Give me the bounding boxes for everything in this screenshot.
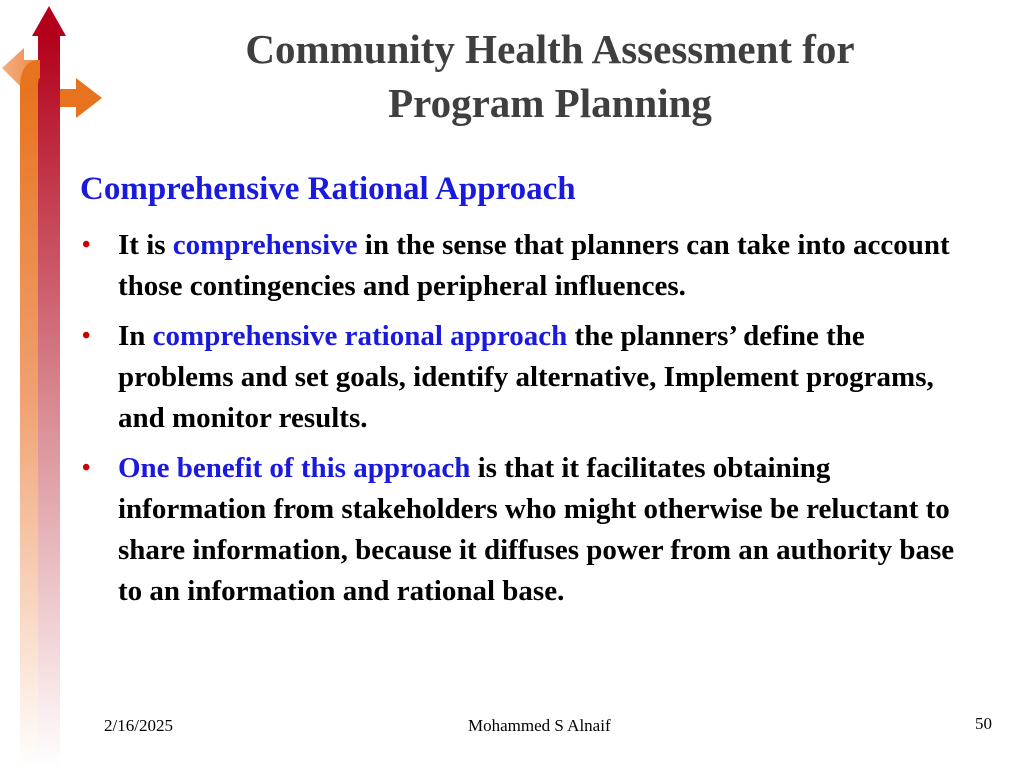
bullet-marker-icon: • — [82, 323, 91, 349]
bullet-list — [80, 225, 980, 621]
page-number: 50 — [975, 714, 992, 733]
bullet-marker-icon: • — [82, 455, 91, 481]
page-title — [130, 22, 970, 130]
bullet-text-post: the planners’ define the problems and set goals, identify alternative, Implement programs, and monitor results. — [118, 320, 934, 434]
bullet-marker-icon: • — [82, 232, 91, 258]
bullet-highlight: comprehensive rational approach — [152, 320, 568, 352]
bullet-text-post: is that it facilitates obtaining information from stakeholders who might otherwise be reluctant to share information, because it diffuses power from an authority base to an information and rational base. — [118, 452, 955, 607]
bullet-item — [80, 316, 980, 439]
bullet-text-pre: It is — [118, 229, 173, 261]
bullet-text-post: in the sense that planners can take into account those contingencies and peripheral influences. — [118, 229, 950, 302]
bullet-highlight: One benefit of this approach — [118, 452, 471, 484]
bullet-item — [80, 225, 980, 307]
title-line-1: Community Health Assessment for — [245, 26, 855, 72]
bullet-highlight: comprehensive — [172, 229, 358, 261]
section-heading: Comprehensive Rational Approach — [80, 171, 576, 207]
footer-date: 2/16/2025 — [104, 716, 173, 735]
footer-author: Mohammed S Alnaif — [468, 716, 611, 735]
bullet-text-pre: In — [118, 320, 153, 352]
title-line-2: Program Planning — [388, 80, 712, 126]
bullet-item — [80, 448, 980, 612]
